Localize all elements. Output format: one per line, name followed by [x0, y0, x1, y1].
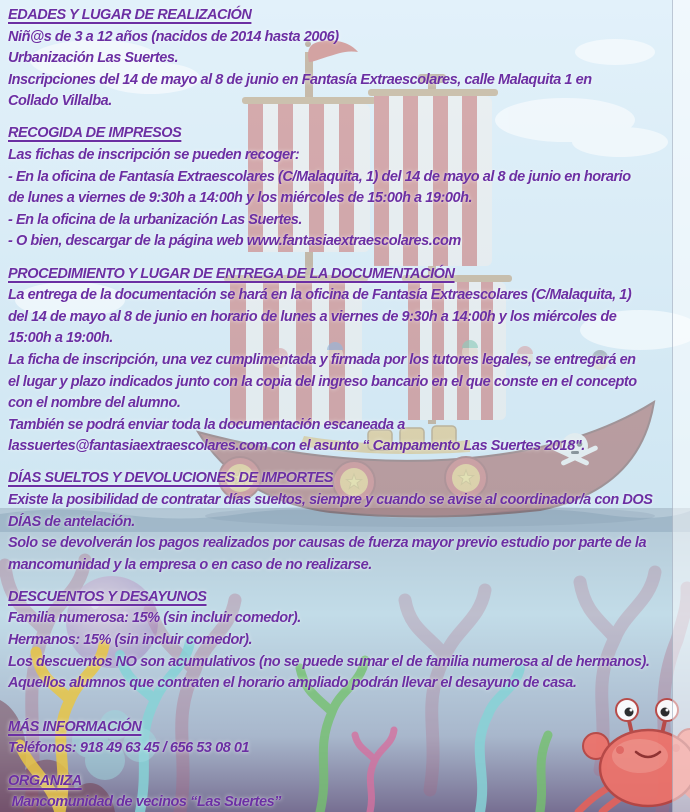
text-line: - En la oficina de la urbanización Las Suertes. [8, 211, 302, 228]
section-heading: MÁS INFORMACIÓN [8, 718, 142, 735]
text-line: Inscripciones del 14 de mayo al 8 de junio en Fantasía Extraescolares, calle Malaquita 1 en [8, 71, 592, 88]
section [8, 587, 682, 695]
text-line: Niñ@s de 3 a 12 años (nacidos de 2014 hasta 2006) [8, 28, 339, 45]
text-line: Mancomunidad de vecinos “Las Suertes” [8, 794, 281, 811]
text-line: Existe la posibilidad de contratar días sueltos, siempre y cuando se avise al coordinador/a con DOS [8, 491, 653, 508]
text-line: con el nombre del alumno. [8, 395, 181, 412]
text-line: La ficha de inscripción, una vez cumplimentada y firmada por los tutores legales, se entregará en [8, 351, 636, 368]
section-heading: PROCEDIMIENTO Y LUGAR DE ENTREGA DE LA DOCUMENTACIÓN [8, 265, 455, 282]
section [8, 5, 682, 113]
text-line: También se podrá enviar toda la documentación escaneada a [8, 416, 405, 433]
text-line: Urbanización Las Suertes. [8, 50, 179, 67]
text-line: Familia numerosa: 15% (sin incluir comedor). [8, 610, 301, 627]
text-line: Collado Villalba. [8, 93, 112, 110]
text-line: Los descuentos NO son acumulativos (no se puede sumar el de familia numerosa al de hermanos). [8, 653, 650, 670]
text-line: DÍAS de antelación. [8, 513, 135, 530]
text-line: Las fichas de inscripción se pueden recoger: [8, 147, 300, 164]
section-heading: EDADES Y LUGAR DE REALIZACIÓN [8, 7, 252, 23]
text-line: lassuertes@fantasiaextraescolares.com con el asunto “ Campamento Las Suertes 2018". [8, 438, 585, 455]
section [8, 123, 682, 253]
text-line: el lugar y plazo indicados junto con la copia del ingreso bancario en el que conste en el concepto [8, 373, 637, 390]
section [8, 468, 682, 576]
section-heading: ORGANIZA [8, 772, 82, 789]
text-line: Teléfonos: 918 49 63 45 / 656 53 08 01 [8, 740, 250, 757]
section [8, 717, 682, 760]
section-heading: DESCUENTOS Y DESAYUNOS [8, 588, 207, 605]
text-line: mancomunidad y la empresa o en caso de no realizarse. [8, 556, 372, 573]
text-line: Hermanos: 15% (sin incluir comedor). [8, 632, 253, 649]
text-line: de lunes a viernes de 9:30h a 14:00h y los miércoles de 15:00h a 19:00h. [8, 190, 473, 207]
text-line: Aquellos alumnos que contraten el horario ampliado podrán llevar el desayuno de casa. [8, 675, 577, 692]
text-line: - En la oficina de Fantasía Extraescolares (C/Malaquita, 1) del 14 de mayo al 8 de junio en horario [8, 168, 631, 185]
section-heading: DÍAS SUELTOS Y DEVOLUCIONES DE IMPORTES [8, 470, 334, 487]
text-line: - O bien, descargar de la página web www.fantasiaextraescolares.com [8, 233, 461, 250]
section-heading: RECOGIDA DE IMPRESOS [8, 125, 182, 142]
section [8, 264, 682, 458]
text-line: Solo se devolverán los pagos realizados por causas de fuerza mayor previo estudio por parte de la [8, 535, 647, 552]
section [8, 771, 682, 812]
text-line: del 14 de mayo al 8 de junio en horario de lunes a viernes de 9:30h a 14:00h y los miércoles de [8, 308, 617, 325]
text-line: La entrega de la documentación se hará en la oficina de Fantasía Extraescolares (C/Malaquita, 1) [8, 287, 632, 304]
text-line: 15:00h a 19:00h. [8, 330, 113, 347]
